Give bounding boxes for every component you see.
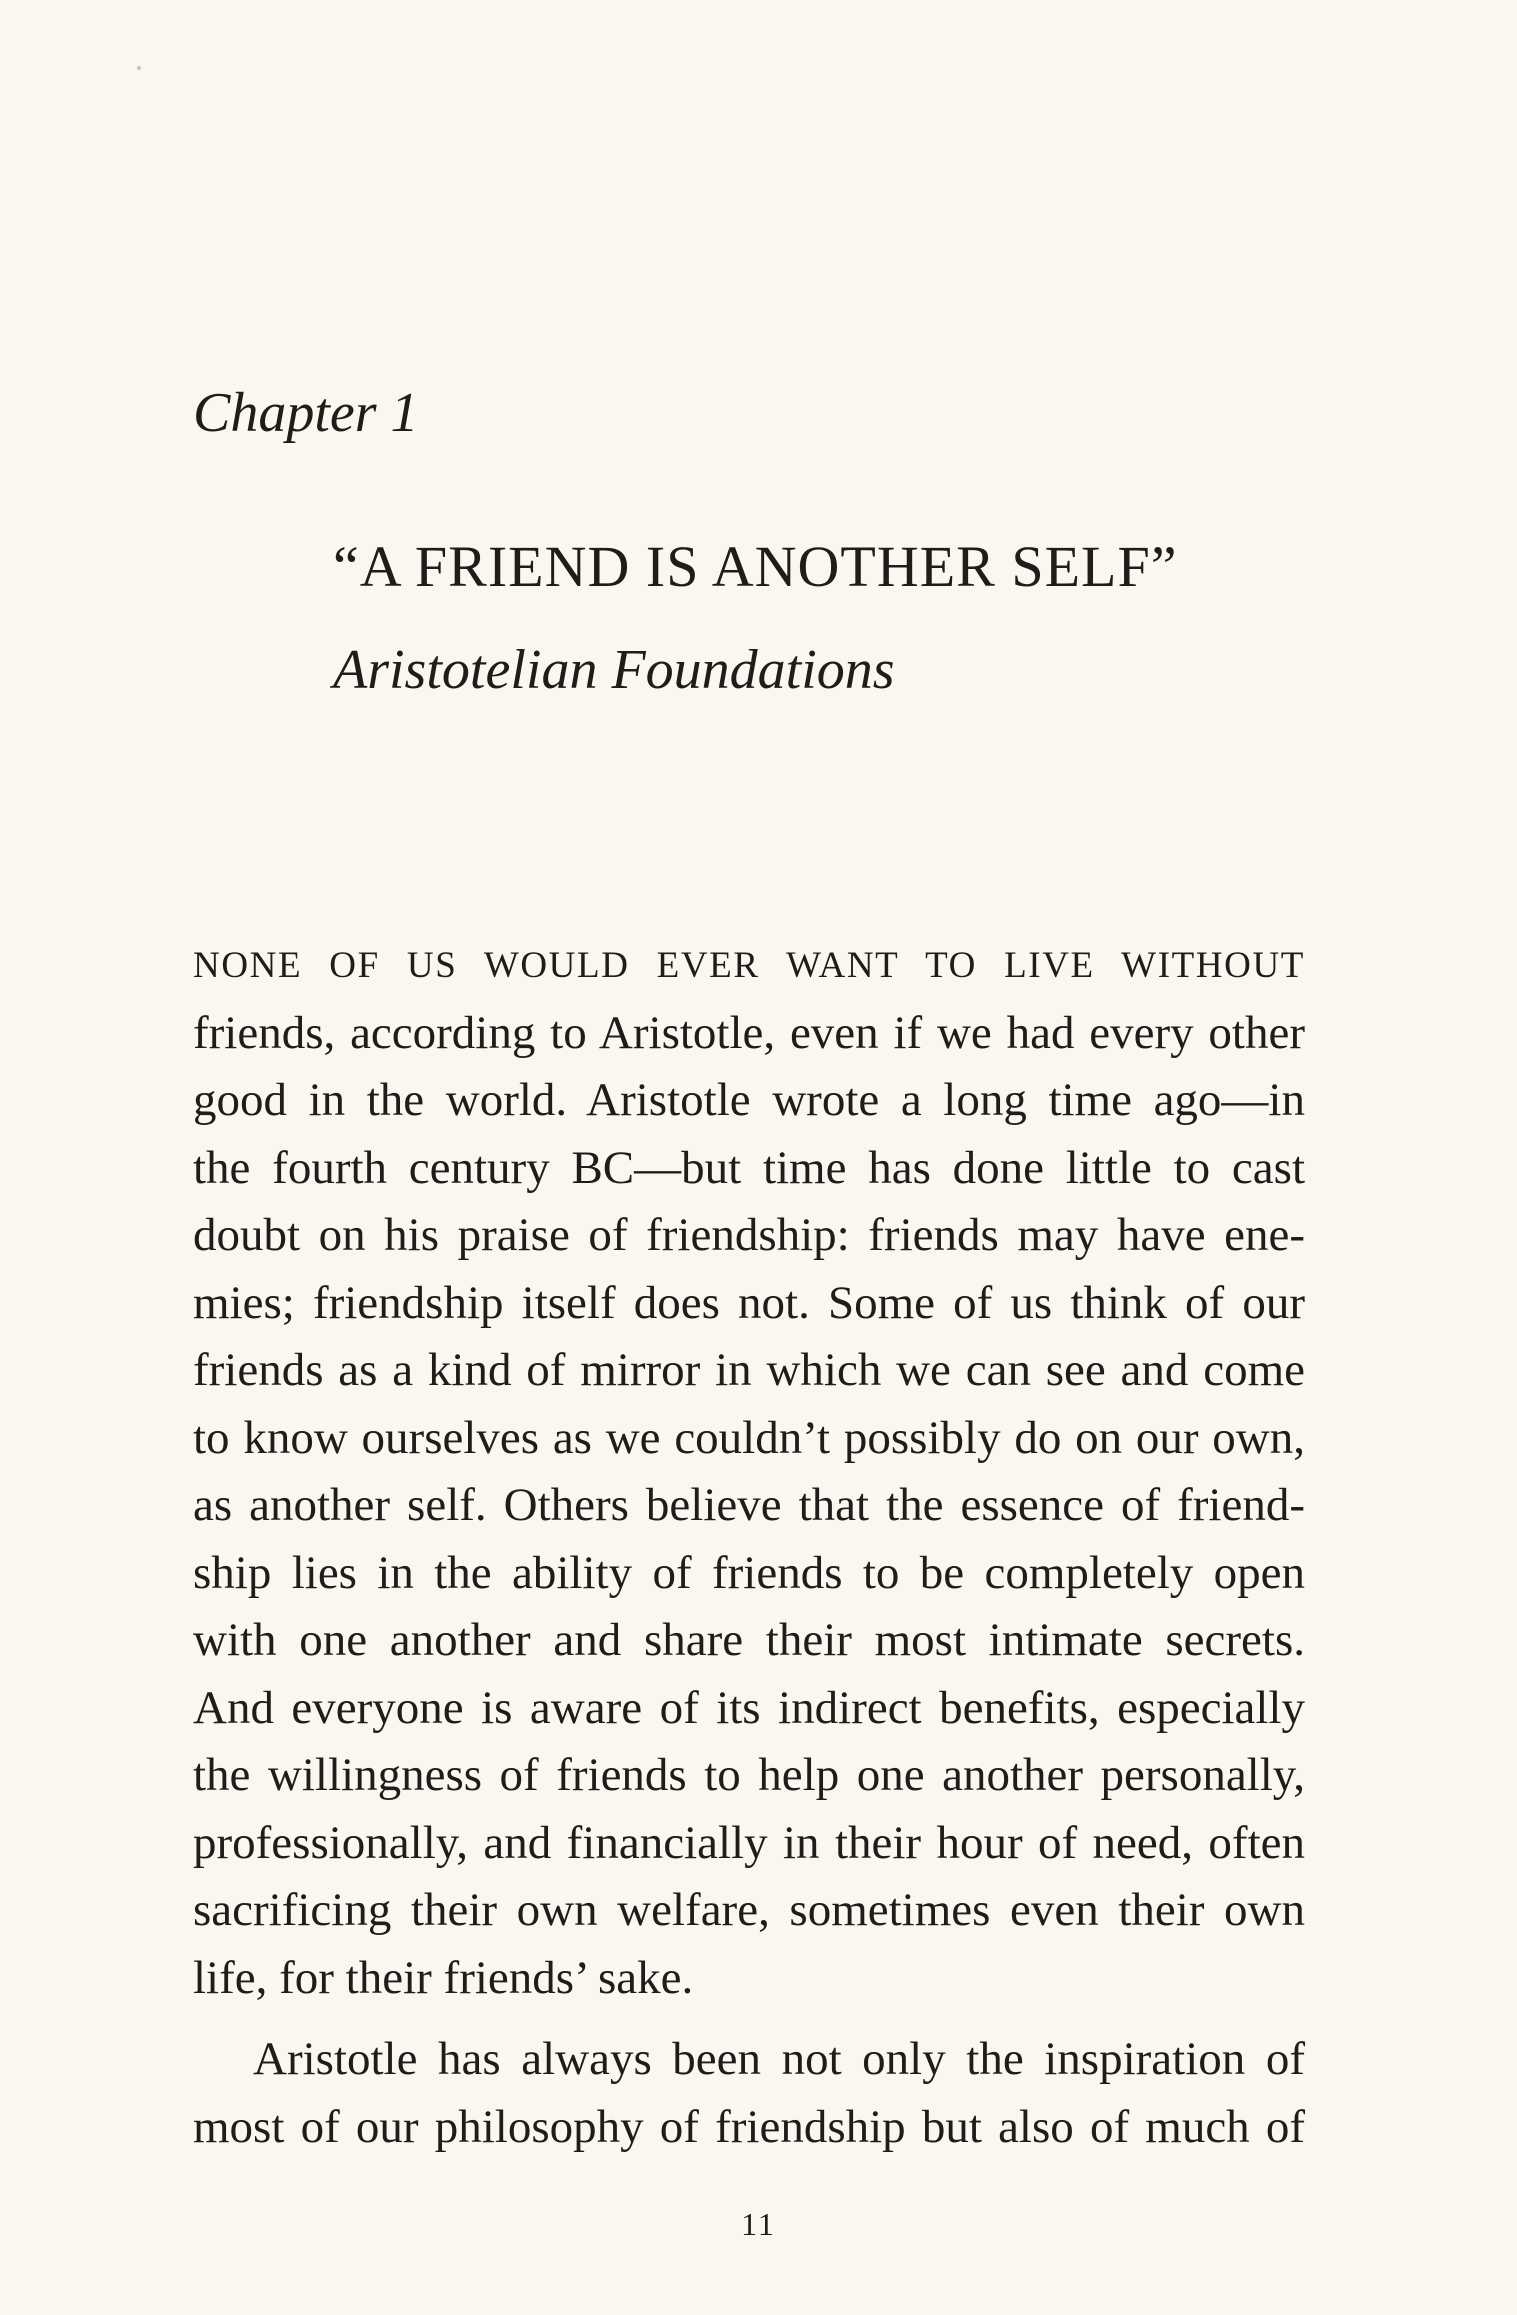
text-line: as another self. Others believe that the essence of friend- [193,1479,1305,1531]
text-line: friends as a kind of mirror in which we can see and come [193,1344,1305,1396]
text-line: ship lies in the ability of friends to be completely open [193,1546,1305,1599]
text-line: the willingness of friends to help one another personally, [193,1749,1305,1801]
body-text [193,932,1305,2161]
page-number: 11 [741,2206,776,2242]
paragraph-1 [193,932,1305,2012]
paper-speck [137,66,141,70]
text-line: life, for their friends’ sake. [193,1951,694,2004]
chapter-title: “A FRIEND IS ANOTHER SELF” [333,534,1178,599]
text-line: NONE OF US WOULD EVER WANT TO LIVE WITHOUT [193,945,1305,986]
paragraph-gap [193,2012,1305,2026]
text-line: to know ourselves as we couldn’t possibly do on our own, [193,1411,1305,1464]
text-line: sacrificing their own welfare, sometimes even their own [193,1884,1305,1936]
text-line: friends, according to Aristotle, even if we had every other [193,1006,1305,1059]
text-line: mies; friendship itself does not. Some of us think of our [193,1276,1305,1329]
text-line: Aristotle has always been not only the inspiration of [253,2033,1305,2085]
text-line: most of our philosophy of friendship but also of much of [193,2100,1305,2153]
text-line: professionally, and financially in their hour of need, often [193,1816,1305,1869]
paragraph-2 [193,2026,1305,2161]
text-line: the fourth century BC—but time has done little to cast [193,1141,1305,1194]
text-line: with one another and share their most intimate secrets. [193,1614,1305,1666]
chapter-label: Chapter 1 [193,382,419,444]
text-line: doubt on his praise of friendship: friends may have ene- [193,1209,1305,1261]
chapter-subtitle: Aristotelian Foundations [333,639,895,701]
text-line: good in the world. Aristotle wrote a long time ago—in [193,1074,1305,1126]
text-line: And everyone is aware of its indirect benefits, especially [193,1681,1305,1734]
